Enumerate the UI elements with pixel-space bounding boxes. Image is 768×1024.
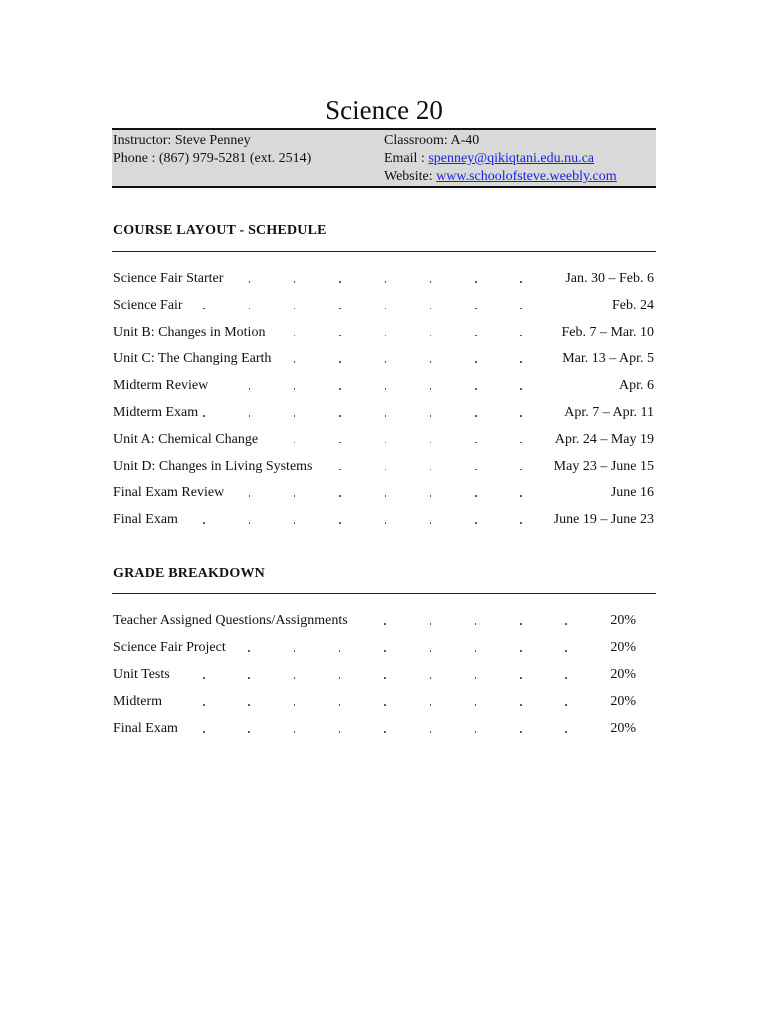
leader-dot (475, 469, 477, 471)
leader-dot (339, 731, 341, 733)
leader-dot (520, 650, 522, 652)
leader-dot (475, 731, 477, 733)
item-label: Unit Tests (113, 665, 172, 685)
website-label: Website: (384, 169, 437, 184)
leader-dot (520, 495, 522, 497)
leader-dot (565, 704, 567, 706)
leader-dots (113, 719, 654, 739)
leader-dot (430, 731, 432, 733)
item-label: Unit B: Changes in Motion (113, 323, 267, 343)
item-value: June 16 (607, 483, 654, 503)
leader-dot (430, 335, 432, 337)
instructor-name: Instructor: Steve Penney (113, 133, 251, 148)
leader-dot (520, 731, 522, 733)
leader-dot (520, 308, 522, 310)
leader-dot (339, 335, 341, 337)
schedule-heading: COURSE LAYOUT - SCHEDULE (113, 223, 327, 238)
leader-dot (339, 442, 341, 444)
item-label: Final Exam Review (113, 483, 226, 503)
list-item (113, 638, 654, 658)
leader-dot (339, 677, 341, 679)
leader-dot (385, 361, 387, 363)
leader-dot (294, 415, 296, 417)
leader-dot (520, 522, 522, 524)
leader-dots (113, 296, 654, 316)
leader-dot (520, 415, 522, 417)
leader-dot (248, 704, 250, 706)
leader-dot (248, 677, 250, 679)
leader-dot (294, 281, 296, 283)
leader-dot (475, 677, 477, 679)
leader-dot (339, 469, 341, 471)
leader-dot (248, 650, 250, 652)
leader-dot (294, 308, 296, 310)
leader-dot (565, 731, 567, 733)
website-line (384, 168, 617, 186)
list-item (113, 510, 654, 530)
leader-dot (385, 335, 387, 337)
leader-dot (520, 335, 522, 337)
list-item (113, 483, 654, 503)
leader-dot (430, 522, 432, 524)
leader-dot (294, 650, 296, 652)
list-item (113, 269, 654, 289)
leader-dot (384, 650, 386, 652)
leader-dot (384, 731, 386, 733)
leader-dot (520, 361, 522, 363)
leader-dot (339, 704, 341, 706)
item-label: Teacher Assigned Questions/Assignments (113, 611, 350, 631)
item-value: 20% (606, 692, 636, 712)
item-label: Unit A: Chemical Change (113, 430, 260, 450)
leader-dot (430, 623, 432, 625)
leader-dot (475, 281, 477, 283)
leader-dot (430, 469, 432, 471)
leader-dot (203, 677, 205, 679)
item-value: 20% (606, 611, 636, 631)
leader-dot (294, 442, 296, 444)
leader-dot (339, 650, 341, 652)
leader-dot (203, 308, 205, 310)
leader-dot (430, 281, 432, 283)
item-label: Unit D: Changes in Living Systems (113, 457, 315, 477)
list-item (113, 430, 654, 450)
leader-dot (385, 308, 387, 310)
leader-dot (430, 650, 432, 652)
list-item (113, 376, 654, 396)
leader-dot (339, 388, 341, 390)
leader-dot (520, 677, 522, 679)
email-label: Email : (384, 151, 429, 166)
leader-dot (385, 495, 387, 497)
list-item (113, 296, 654, 316)
leader-dot (294, 677, 296, 679)
leader-dot (475, 522, 477, 524)
leader-dot (520, 704, 522, 706)
leader-dot (249, 522, 251, 524)
list-item (113, 692, 654, 712)
leader-dot (294, 361, 296, 363)
leader-dot (430, 361, 432, 363)
leader-dot (248, 731, 250, 733)
leader-dot (294, 704, 296, 706)
leader-dot (475, 704, 477, 706)
contact-info (384, 132, 617, 186)
instructor-info (113, 132, 311, 168)
leader-dot (430, 677, 432, 679)
item-value: May 23 – June 15 (550, 457, 654, 477)
leader-dot (203, 522, 205, 524)
email-link[interactable]: spenney@qikiqtani.edu.nu.ca (428, 151, 595, 166)
leader-dot (475, 335, 477, 337)
leader-dot (475, 442, 477, 444)
leader-dot (520, 281, 522, 283)
leader-dot (430, 442, 432, 444)
leader-dot (430, 388, 432, 390)
email-line (384, 150, 617, 168)
list-item (113, 349, 654, 369)
leader-dot (385, 281, 387, 283)
leader-dot (294, 388, 296, 390)
leader-dot (520, 469, 522, 471)
leader-dot (339, 495, 341, 497)
leader-dots (113, 692, 654, 712)
leader-dot (249, 308, 251, 310)
leader-dot (385, 469, 387, 471)
list-item (113, 457, 654, 477)
leader-dot (249, 388, 251, 390)
classroom: Classroom: A-40 (384, 133, 480, 148)
leader-dot (565, 650, 567, 652)
leader-dot (385, 442, 387, 444)
item-value: Jan. 30 – Feb. 6 (561, 269, 654, 289)
leader-dot (294, 522, 296, 524)
instructor-phone: Phone : (867) 979-5281 (ext. 2514) (113, 151, 312, 166)
item-value: June 19 – June 23 (550, 510, 654, 530)
schedule-divider (112, 251, 656, 252)
item-value: Apr. 24 – May 19 (551, 430, 654, 450)
leader-dot (384, 623, 386, 625)
leader-dot (339, 415, 341, 417)
item-value: Feb. 24 (608, 296, 654, 316)
website-link[interactable]: www.schoolofsteve.weebly.com (436, 169, 617, 184)
item-label: Science Fair (113, 296, 185, 316)
item-value: 20% (606, 638, 636, 658)
leader-dot (249, 495, 251, 497)
list-item (113, 403, 654, 423)
leader-dot (520, 623, 522, 625)
leader-dot (430, 308, 432, 310)
list-item (113, 719, 654, 739)
leader-dot (565, 623, 567, 625)
leader-dot (203, 415, 205, 417)
leader-dot (385, 388, 387, 390)
leader-dot (430, 495, 432, 497)
leader-dot (339, 361, 341, 363)
leader-dot (520, 388, 522, 390)
list-item (113, 323, 654, 343)
leader-dot (339, 522, 341, 524)
list-item (113, 611, 654, 631)
grades-heading: GRADE BREAKDOWN (113, 566, 265, 581)
item-label: Midterm Review (113, 376, 210, 396)
leader-dot (203, 731, 205, 733)
leader-dot (430, 415, 432, 417)
leader-dot (294, 335, 296, 337)
grades-divider (112, 593, 656, 594)
item-value: 20% (606, 665, 636, 685)
leader-dot (249, 281, 251, 283)
leader-dot (565, 677, 567, 679)
leader-dot (430, 704, 432, 706)
leader-dot (475, 623, 477, 625)
item-label: Final Exam (113, 719, 180, 739)
leader-dot (475, 388, 477, 390)
item-value: 20% (606, 719, 636, 739)
leader-dot (249, 415, 251, 417)
leader-dot (294, 495, 296, 497)
item-label: Unit C: The Changing Earth (113, 349, 273, 369)
list-item (113, 665, 654, 685)
item-label: Science Fair Project (113, 638, 228, 658)
item-value: Apr. 6 (615, 376, 654, 396)
leader-dot (520, 442, 522, 444)
leader-dot (385, 415, 387, 417)
leader-dot (475, 308, 477, 310)
leader-dots (113, 665, 654, 685)
leader-dot (475, 495, 477, 497)
item-value: Feb. 7 – Mar. 10 (557, 323, 654, 343)
leader-dot (384, 677, 386, 679)
leader-dot (475, 415, 477, 417)
page-title: Science 20 (325, 95, 443, 125)
item-label: Midterm Exam (113, 403, 200, 423)
leader-dot (294, 731, 296, 733)
item-value: Apr. 7 – Apr. 11 (560, 403, 654, 423)
leader-dot (475, 361, 477, 363)
leader-dot (385, 522, 387, 524)
item-label: Midterm (113, 692, 164, 712)
leader-dot (384, 704, 386, 706)
item-value: Mar. 13 – Apr. 5 (558, 349, 654, 369)
item-label: Final Exam (113, 510, 180, 530)
course-info-box (112, 128, 656, 188)
item-label: Science Fair Starter (113, 269, 225, 289)
leader-dot (203, 704, 205, 706)
leader-dot (339, 281, 341, 283)
leader-dot (339, 308, 341, 310)
leader-dot (475, 650, 477, 652)
